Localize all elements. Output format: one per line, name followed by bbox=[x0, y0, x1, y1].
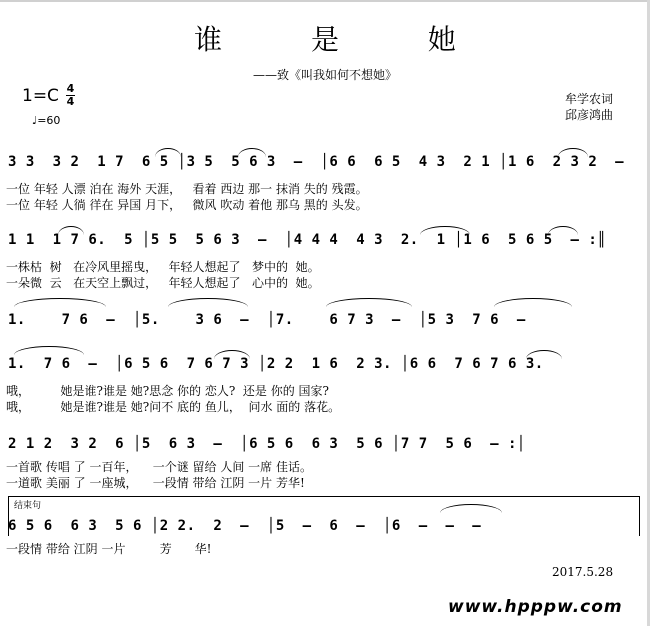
slur bbox=[14, 346, 84, 355]
lyrics-verse-2: 一朵微 云 在天空上飘过， 年轻人想起了 心中的 她。 bbox=[6, 276, 320, 290]
composer-credit: 邱彦鸿曲 bbox=[565, 108, 614, 122]
lyrics-verse-2: 哦， 她是谁?谁是 她?问不 底的 鱼儿， 问水 面的 落花。 bbox=[6, 400, 341, 414]
lyricist-credit: 牟学农词 bbox=[565, 92, 614, 106]
slur bbox=[440, 504, 502, 513]
time-signature-bottom: 4 bbox=[66, 95, 75, 108]
lyrics-verse-1: 一株枯 树 在冷风里摇曳， 年轻人想起了 梦中的 她。 bbox=[6, 260, 320, 274]
notation-line: 3 3 3 2 1 7 6 5 │3 5 5 6 3 – │6 6 6 5 4 3 2 1 │1 6 2 3 2 – bbox=[8, 154, 625, 170]
page-top-border bbox=[0, 0, 650, 2]
key-signature: 1=C bbox=[22, 86, 59, 106]
lyrics-verse-1: 一段情 带给 江阴 一片 芳 华! bbox=[6, 542, 212, 556]
song-subtitle: ——致《叫我如何不想她》 bbox=[252, 68, 397, 82]
coda-bracket-right bbox=[639, 496, 640, 536]
site-watermark: www.hpppw.com bbox=[448, 597, 623, 617]
notation-line: 6 5 6 6 3 5 6 │2 2. 2 – │5 – 6 – │6 – – – bbox=[8, 518, 482, 534]
notation-line: 1. 7 6 – │5. 3 6 – │7. 6 7 3 – │5 3 7 6 – bbox=[8, 312, 526, 328]
lyrics-verse-2: 一道歌 美丽 了 一座城， 一段情 带给 江阴 一片 芳华! bbox=[6, 476, 305, 490]
time-signature bbox=[66, 84, 75, 107]
tempo-marking: ♩=60 bbox=[32, 114, 61, 127]
notation-line: 1 1 1 7 6. 5 │5 5 5 6 3 – │4 4 4 4 3 2. 1 │1 6 5 6 5 – :║ bbox=[8, 232, 607, 248]
lyrics-verse-1: 哦， 她是谁?谁是 她?思念 你的 恋人? 还是 你的 国家? bbox=[6, 384, 329, 398]
lyrics-verse-1: 一位 年轻 人漂 泊在 海外 天涯， 看着 西边 那一 抹消 失的 残霞。 bbox=[6, 182, 368, 196]
coda-bracket bbox=[8, 496, 640, 497]
coda-label: 结束句 bbox=[14, 501, 42, 511]
slur bbox=[326, 298, 412, 307]
lyrics-verse-1: 一首歌 传唱 了 一百年， 一个谜 留给 人间 一席 佳话。 bbox=[6, 460, 312, 474]
lyrics-verse-2: 一位 年轻 人徜 徉在 异国 月下， 微风 吹动 着他 那乌 黑的 头发。 bbox=[6, 198, 368, 212]
slur bbox=[168, 298, 248, 307]
slur bbox=[14, 298, 106, 307]
notation-line: 1. 7 6 – │6 5 6 7 6 7 3 │2 2 1 6 2 3. │6 6 7 6 7 6 3. bbox=[8, 356, 544, 372]
notation-line: 2 1 2 3 2 6 │5 6 3 – │6 5 6 6 3 5 6 │7 7 5 6 – :│ bbox=[8, 436, 526, 452]
composition-date: 2017.5.28 bbox=[552, 565, 614, 579]
slur bbox=[494, 298, 572, 307]
time-signature-top: 4 bbox=[66, 82, 75, 95]
song-title: 谁 是 她 bbox=[194, 23, 496, 56]
